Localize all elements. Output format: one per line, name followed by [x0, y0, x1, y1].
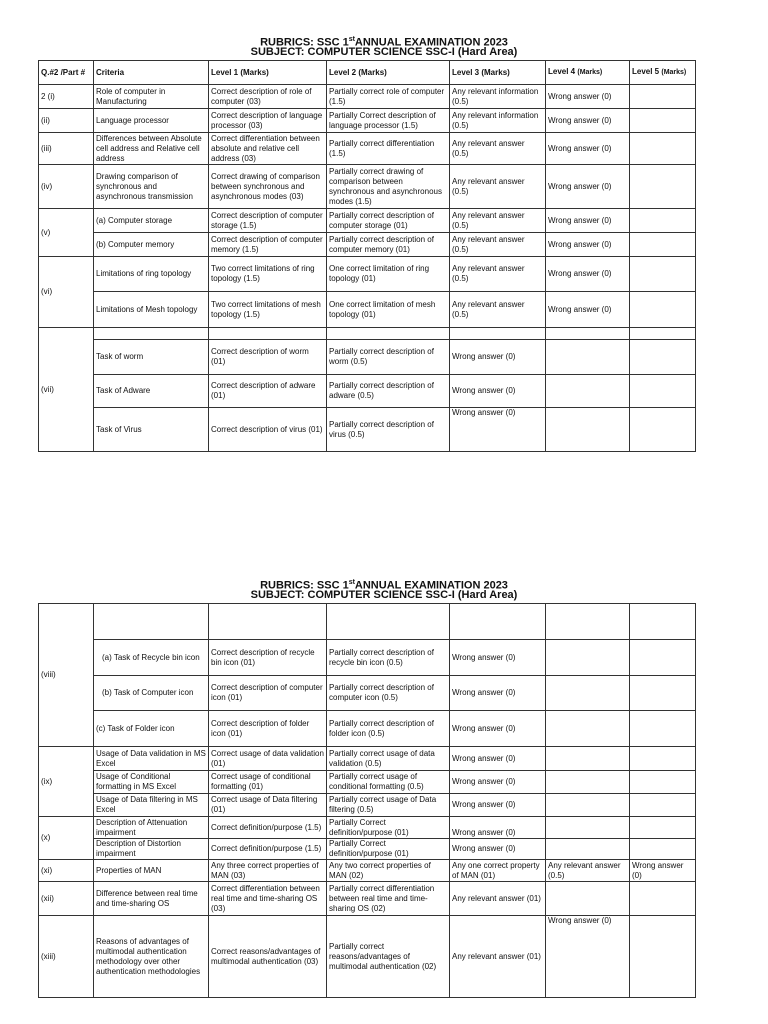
- title-sup: st: [348, 36, 355, 43]
- level1-cell: Correct description of adware (01): [209, 375, 327, 408]
- header-level4-marks: (Marks): [577, 69, 603, 76]
- criteria-cell: Description of Attenuation impairment: [94, 817, 209, 839]
- level1-cell: Correct usage of conditional formatting (01): [209, 771, 327, 794]
- level3-cell: Wrong answer (0): [450, 771, 546, 794]
- level4-cell: [546, 375, 630, 408]
- level3-cell: Wrong answer (0): [450, 408, 546, 452]
- rubric-table-1: [38, 60, 696, 452]
- level4-cell: Wrong answer (0): [546, 209, 630, 233]
- level1-cell: Correct usage of data validation (01): [209, 747, 327, 771]
- level1-cell: Correct usage of Data filtering (01): [209, 794, 327, 817]
- level4-cell: [546, 794, 630, 817]
- criteria-cell: Language processor: [94, 109, 209, 133]
- level2-cell: Partially correct usage of Data filtering (0.5): [327, 794, 450, 817]
- level5-cell: [630, 375, 696, 408]
- table-row: [39, 209, 696, 233]
- question-number: (ix): [39, 747, 94, 817]
- level2-cell: Partially correct description of worm (0.5): [327, 340, 450, 375]
- level1-cell: Correct description of computer icon (01): [209, 676, 327, 711]
- level3-cell: Wrong answer (0): [450, 375, 546, 408]
- empty-cell: [327, 604, 450, 640]
- level2-cell: Partially correct description of computer icon (0.5): [327, 676, 450, 711]
- table-row: [39, 676, 696, 711]
- level2-cell: Partially correct role of computer (1.5): [327, 85, 450, 109]
- level5-cell: [630, 771, 696, 794]
- criteria-cell: Limitations of Mesh topology: [94, 292, 209, 328]
- level5-cell: [630, 85, 696, 109]
- criteria-cell: Differences between Absolute cell address and Relative cell address: [94, 133, 209, 165]
- level2-cell: Partially correct drawing of comparison between synchronous and asynchronous modes (1.5): [327, 165, 450, 209]
- level3-cell: Any relevant answer (0.5): [450, 133, 546, 165]
- level5-cell: [630, 233, 696, 257]
- level1-cell: Correct description of language processor (03): [209, 109, 327, 133]
- spacer-row: [39, 328, 696, 340]
- table-row: [39, 340, 696, 375]
- criteria-cell: (a) Computer storage: [94, 209, 209, 233]
- level3-cell: Any relevant answer (0.5): [450, 233, 546, 257]
- title-suffix: ANNUAL EXAMINATION 2023: [354, 579, 508, 592]
- level4-cell: [546, 747, 630, 771]
- empty-cell: [94, 604, 209, 640]
- empty-cell: [450, 328, 546, 340]
- level1-cell: Correct description of recycle bin icon (01): [209, 640, 327, 676]
- level4-cell: Wrong answer (0): [546, 292, 630, 328]
- empty-cell: [209, 328, 327, 340]
- level5-cell: [630, 916, 696, 998]
- level4-cell: [546, 340, 630, 375]
- level1-cell: Any three correct properties of MAN (03): [209, 860, 327, 882]
- level5-cell: [630, 794, 696, 817]
- level1-cell: Two correct limitations of mesh topology (1.5): [209, 292, 327, 328]
- header-level2: Level 2 (Marks): [327, 61, 450, 85]
- criteria-cell: (c) Task of Folder icon: [94, 711, 209, 747]
- title-prefix: RUBRICS: SSC 1: [260, 579, 349, 592]
- empty-cell: [546, 604, 630, 640]
- level4-cell: Wrong answer (0): [546, 165, 630, 209]
- level3-cell: Any relevant answer (0.5): [450, 165, 546, 209]
- level2-cell: Any two correct properties of MAN (02): [327, 860, 450, 882]
- empty-cell: [630, 604, 696, 640]
- level1-cell: Correct definition/purpose (1.5): [209, 817, 327, 839]
- title-prefix: RUBRICS: SSC 1: [260, 36, 349, 49]
- level2-cell: Partially correct reasons/advantages of multimodal authentication (02): [327, 916, 450, 998]
- header-level4-text: Level 4: [548, 67, 578, 76]
- level1-cell: Correct reasons/advantages of multimodal authentication (03): [209, 916, 327, 998]
- empty-cell: [327, 328, 450, 340]
- criteria-cell: Reasons of advantages of multimodal authentication methodology over other authentication methodologies: [94, 916, 209, 998]
- table-row: [39, 747, 696, 771]
- level2-cell: Partially correct description of virus (0.5): [327, 408, 450, 452]
- rubric-table-2: [38, 603, 696, 998]
- criteria-cell: Properties of MAN: [94, 860, 209, 882]
- level1-cell: Correct description of folder icon (01): [209, 711, 327, 747]
- level4-cell: [546, 817, 630, 839]
- table-row: [39, 257, 696, 292]
- level2-cell: One correct limitation of mesh topology (01): [327, 292, 450, 328]
- table-row: [39, 233, 696, 257]
- level4-cell: Wrong answer (0): [546, 233, 630, 257]
- empty-cell: [94, 328, 209, 340]
- level4-cell: [546, 640, 630, 676]
- level5-cell: [630, 408, 696, 452]
- table-row: [39, 375, 696, 408]
- criteria-cell: Role of computer in Manufacturing: [94, 85, 209, 109]
- level3-cell: Wrong answer (0): [450, 817, 546, 839]
- header-level3: Level 3 (Marks): [450, 61, 546, 85]
- level2-cell: Partially correct usage of conditional formatting (0.5): [327, 771, 450, 794]
- level2-cell: Partially correct description of computer storage (01): [327, 209, 450, 233]
- level1-cell: Correct differentiation between absolute and relative cell address (03): [209, 133, 327, 165]
- level2-cell: Partially Correct definition/purpose (01): [327, 839, 450, 860]
- level3-cell: Any relevant information (0.5): [450, 109, 546, 133]
- level5-cell: [630, 165, 696, 209]
- level5-cell: [630, 676, 696, 711]
- question-number: (v): [39, 209, 94, 257]
- criteria-cell: (b) Computer memory: [94, 233, 209, 257]
- level4-cell: Wrong answer (0): [546, 85, 630, 109]
- header-level5-text: Level 5: [632, 67, 662, 76]
- level4-cell: Wrong answer (0): [546, 916, 630, 998]
- level1-cell: Correct description of worm (01): [209, 340, 327, 375]
- header-row: [39, 61, 696, 85]
- criteria-cell: Difference between real time and time-sharing OS: [94, 882, 209, 916]
- criteria-cell: Description of Distortion impairment: [94, 839, 209, 860]
- question-number: (iv): [39, 165, 94, 209]
- level5-cell: [630, 839, 696, 860]
- table-row: [39, 711, 696, 747]
- question-number: (viii): [39, 604, 94, 747]
- question-number: (xii): [39, 882, 94, 916]
- level5-cell: [630, 817, 696, 839]
- level3-cell: Any relevant answer (01): [450, 882, 546, 916]
- level1-cell: Two correct limitations of ring topology (1.5): [209, 257, 327, 292]
- level3-cell: Any relevant information (0.5): [450, 85, 546, 109]
- level3-cell: Any relevant answer (01): [450, 916, 546, 998]
- title-suffix: ANNUAL EXAMINATION 2023: [354, 36, 508, 49]
- level2-cell: Partially correct differentiation (1.5): [327, 133, 450, 165]
- level5-cell: [630, 640, 696, 676]
- table-row: [39, 408, 696, 452]
- question-number: (xiii): [39, 916, 94, 998]
- criteria-cell: Task of worm: [94, 340, 209, 375]
- empty-cell: [630, 328, 696, 340]
- level5-cell: [630, 747, 696, 771]
- level2-cell: Partially correct description of recycle bin icon (0.5): [327, 640, 450, 676]
- level3-cell: Any relevant answer (0.5): [450, 209, 546, 233]
- question-number: (ii): [39, 109, 94, 133]
- level2-cell: One correct limitation of ring topology (01): [327, 257, 450, 292]
- level4-cell: [546, 771, 630, 794]
- table-row: [39, 133, 696, 165]
- empty-cell: [546, 328, 630, 340]
- level2-cell: Partially Correct description of language processor (1.5): [327, 109, 450, 133]
- criteria-cell: Limitations of ring topology: [94, 257, 209, 292]
- table-row: [39, 771, 696, 794]
- table-row: [39, 916, 696, 998]
- level4-cell: Any relevant answer (0.5): [546, 860, 630, 882]
- level4-cell: [546, 839, 630, 860]
- table-row: [39, 165, 696, 209]
- header-level5: [630, 61, 696, 85]
- question-number: (vii): [39, 328, 94, 452]
- level2-cell: Partially correct description of computer memory (01): [327, 233, 450, 257]
- subject-title-2: SUBJECT: COMPUTER SCIENCE SSC-I (Hard Area): [250, 589, 518, 601]
- empty-cell: [450, 604, 546, 640]
- empty-cell: [209, 604, 327, 640]
- level4-cell: [546, 882, 630, 916]
- level4-cell: [546, 676, 630, 711]
- criteria-cell: Task of Adware: [94, 375, 209, 408]
- level3-cell: Wrong answer (0): [450, 340, 546, 375]
- level2-cell: Partially correct description of adware (0.5): [327, 375, 450, 408]
- question-number: (xi): [39, 860, 94, 882]
- level3-cell: Any relevant answer (0.5): [450, 292, 546, 328]
- criteria-cell: (b) Task of Computer icon: [94, 676, 209, 711]
- spacer-row: [39, 604, 696, 640]
- table-row: [39, 85, 696, 109]
- level5-cell: [630, 340, 696, 375]
- level3-cell: Wrong answer (0): [450, 676, 546, 711]
- level4-cell: Wrong answer (0): [546, 133, 630, 165]
- level1-cell: Correct differentiation between real time and time-sharing OS (03): [209, 882, 327, 916]
- level3-cell: Wrong answer (0): [450, 747, 546, 771]
- level5-cell: [630, 292, 696, 328]
- level5-cell: [630, 109, 696, 133]
- level4-cell: Wrong answer (0): [546, 257, 630, 292]
- table-row: [39, 794, 696, 817]
- criteria-cell: Usage of Conditional formatting in MS Excel: [94, 771, 209, 794]
- level1-cell: Correct description of virus (01): [209, 408, 327, 452]
- criteria-cell: Usage of Data filtering in MS Excel: [94, 794, 209, 817]
- question-number: (iii): [39, 133, 94, 165]
- criteria-cell: Drawing comparison of synchronous and asynchronous transmission: [94, 165, 209, 209]
- level3-cell: Wrong answer (0): [450, 711, 546, 747]
- level2-cell: Partially correct usage of data validation (0.5): [327, 747, 450, 771]
- table-row: [39, 882, 696, 916]
- level2-cell: Partially Correct definition/purpose (01): [327, 817, 450, 839]
- level5-cell: Wrong answer (0): [630, 860, 696, 882]
- level5-cell: [630, 257, 696, 292]
- criteria-cell: Task of Virus: [94, 408, 209, 452]
- level3-cell: Wrong answer (0): [450, 839, 546, 860]
- level1-cell: Correct description of computer memory (1.5): [209, 233, 327, 257]
- level3-cell: Any one correct property of MAN (01): [450, 860, 546, 882]
- level2-cell: Partially correct description of folder icon (0.5): [327, 711, 450, 747]
- table-row: [39, 817, 696, 839]
- table-row: [39, 292, 696, 328]
- level3-cell: Any relevant answer (0.5): [450, 257, 546, 292]
- level4-cell: [546, 408, 630, 452]
- question-number: 2 (i): [39, 85, 94, 109]
- title-sup: st: [348, 579, 355, 586]
- level3-cell: Wrong answer (0): [450, 794, 546, 817]
- question-number: (vi): [39, 257, 94, 328]
- table-row: [39, 860, 696, 882]
- level5-cell: [630, 711, 696, 747]
- question-number: (x): [39, 817, 94, 860]
- level1-cell: Correct drawing of comparison between synchronous and asynchronous modes (03): [209, 165, 327, 209]
- level2-cell: Partially correct differentiation between real time and time-sharing OS (02): [327, 882, 450, 916]
- level5-cell: [630, 882, 696, 916]
- level1-cell: Correct description of computer storage (1.5): [209, 209, 327, 233]
- criteria-cell: Usage of Data validation in MS Excel: [94, 747, 209, 771]
- subject-title-1: SUBJECT: COMPUTER SCIENCE SSC-I (Hard Area): [250, 46, 518, 58]
- table-row: [39, 109, 696, 133]
- header-level4: [546, 61, 630, 85]
- header-criteria: Criteria: [94, 61, 209, 85]
- header-level5-marks: (Marks): [661, 69, 687, 76]
- level1-cell: Correct definition/purpose (1.5): [209, 839, 327, 860]
- level5-cell: [630, 133, 696, 165]
- header-q: Q.#2 /Part #: [39, 61, 94, 85]
- level5-cell: [630, 209, 696, 233]
- level3-cell: Wrong answer (0): [450, 640, 546, 676]
- level1-cell: Correct description of role of computer (03): [209, 85, 327, 109]
- table-row: [39, 640, 696, 676]
- level4-cell: [546, 711, 630, 747]
- header-level1: Level 1 (Marks): [209, 61, 327, 85]
- level4-cell: Wrong answer (0): [546, 109, 630, 133]
- table-row: [39, 839, 696, 860]
- criteria-cell: (a) Task of Recycle bin icon: [94, 640, 209, 676]
